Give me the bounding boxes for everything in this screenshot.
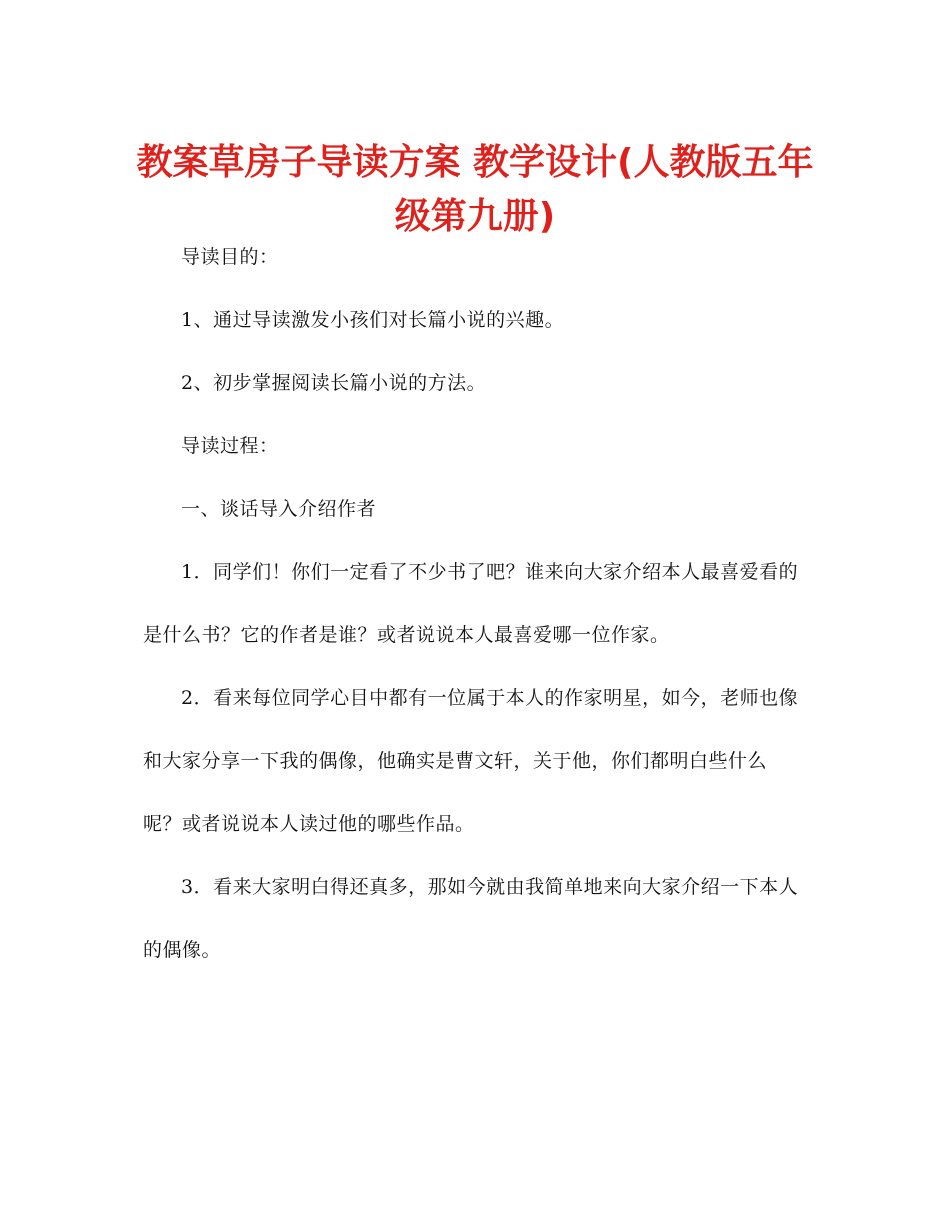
- paragraph-reading-process-heading: 导读过程：: [181, 435, 279, 457]
- document-body: [143, 226, 805, 982]
- paragraph-goal-1: 1、通过导读激发小孩们对长篇小说的兴趣。: [181, 309, 565, 331]
- paragraph-step-2: 2．看来每位同学心目中都有一位属于本人的作家明星，如今，老师也像和大家分享一下我的偶像，他确实是曹文轩，关于他，你们都明白些什么呢？或者说说本人读过他的哪些作品。: [143, 687, 799, 835]
- paragraph-goal-2: 2、初步掌握阅读长篇小说的方法。: [181, 372, 487, 394]
- paragraph-reading-goals-heading: 导读目的：: [181, 246, 279, 268]
- document-title: 教案草房子导读方案 教学设计(人教版五年级第九册): [136, 142, 814, 237]
- paragraph-step-3: 3．看来大家明白得还真多，那如今就由我简单地来向大家介绍一下本人的偶像。: [143, 876, 799, 961]
- paragraph-step-1: 1．同学们！你们一定看了不少书了吧？谁来向大家介绍本人最喜爱看的是什么书？它的作者是谁？或者说说本人最喜爱哪一位作家。: [143, 561, 799, 646]
- paragraph-section-1-heading: 一、谈话导入介绍作者: [181, 498, 377, 520]
